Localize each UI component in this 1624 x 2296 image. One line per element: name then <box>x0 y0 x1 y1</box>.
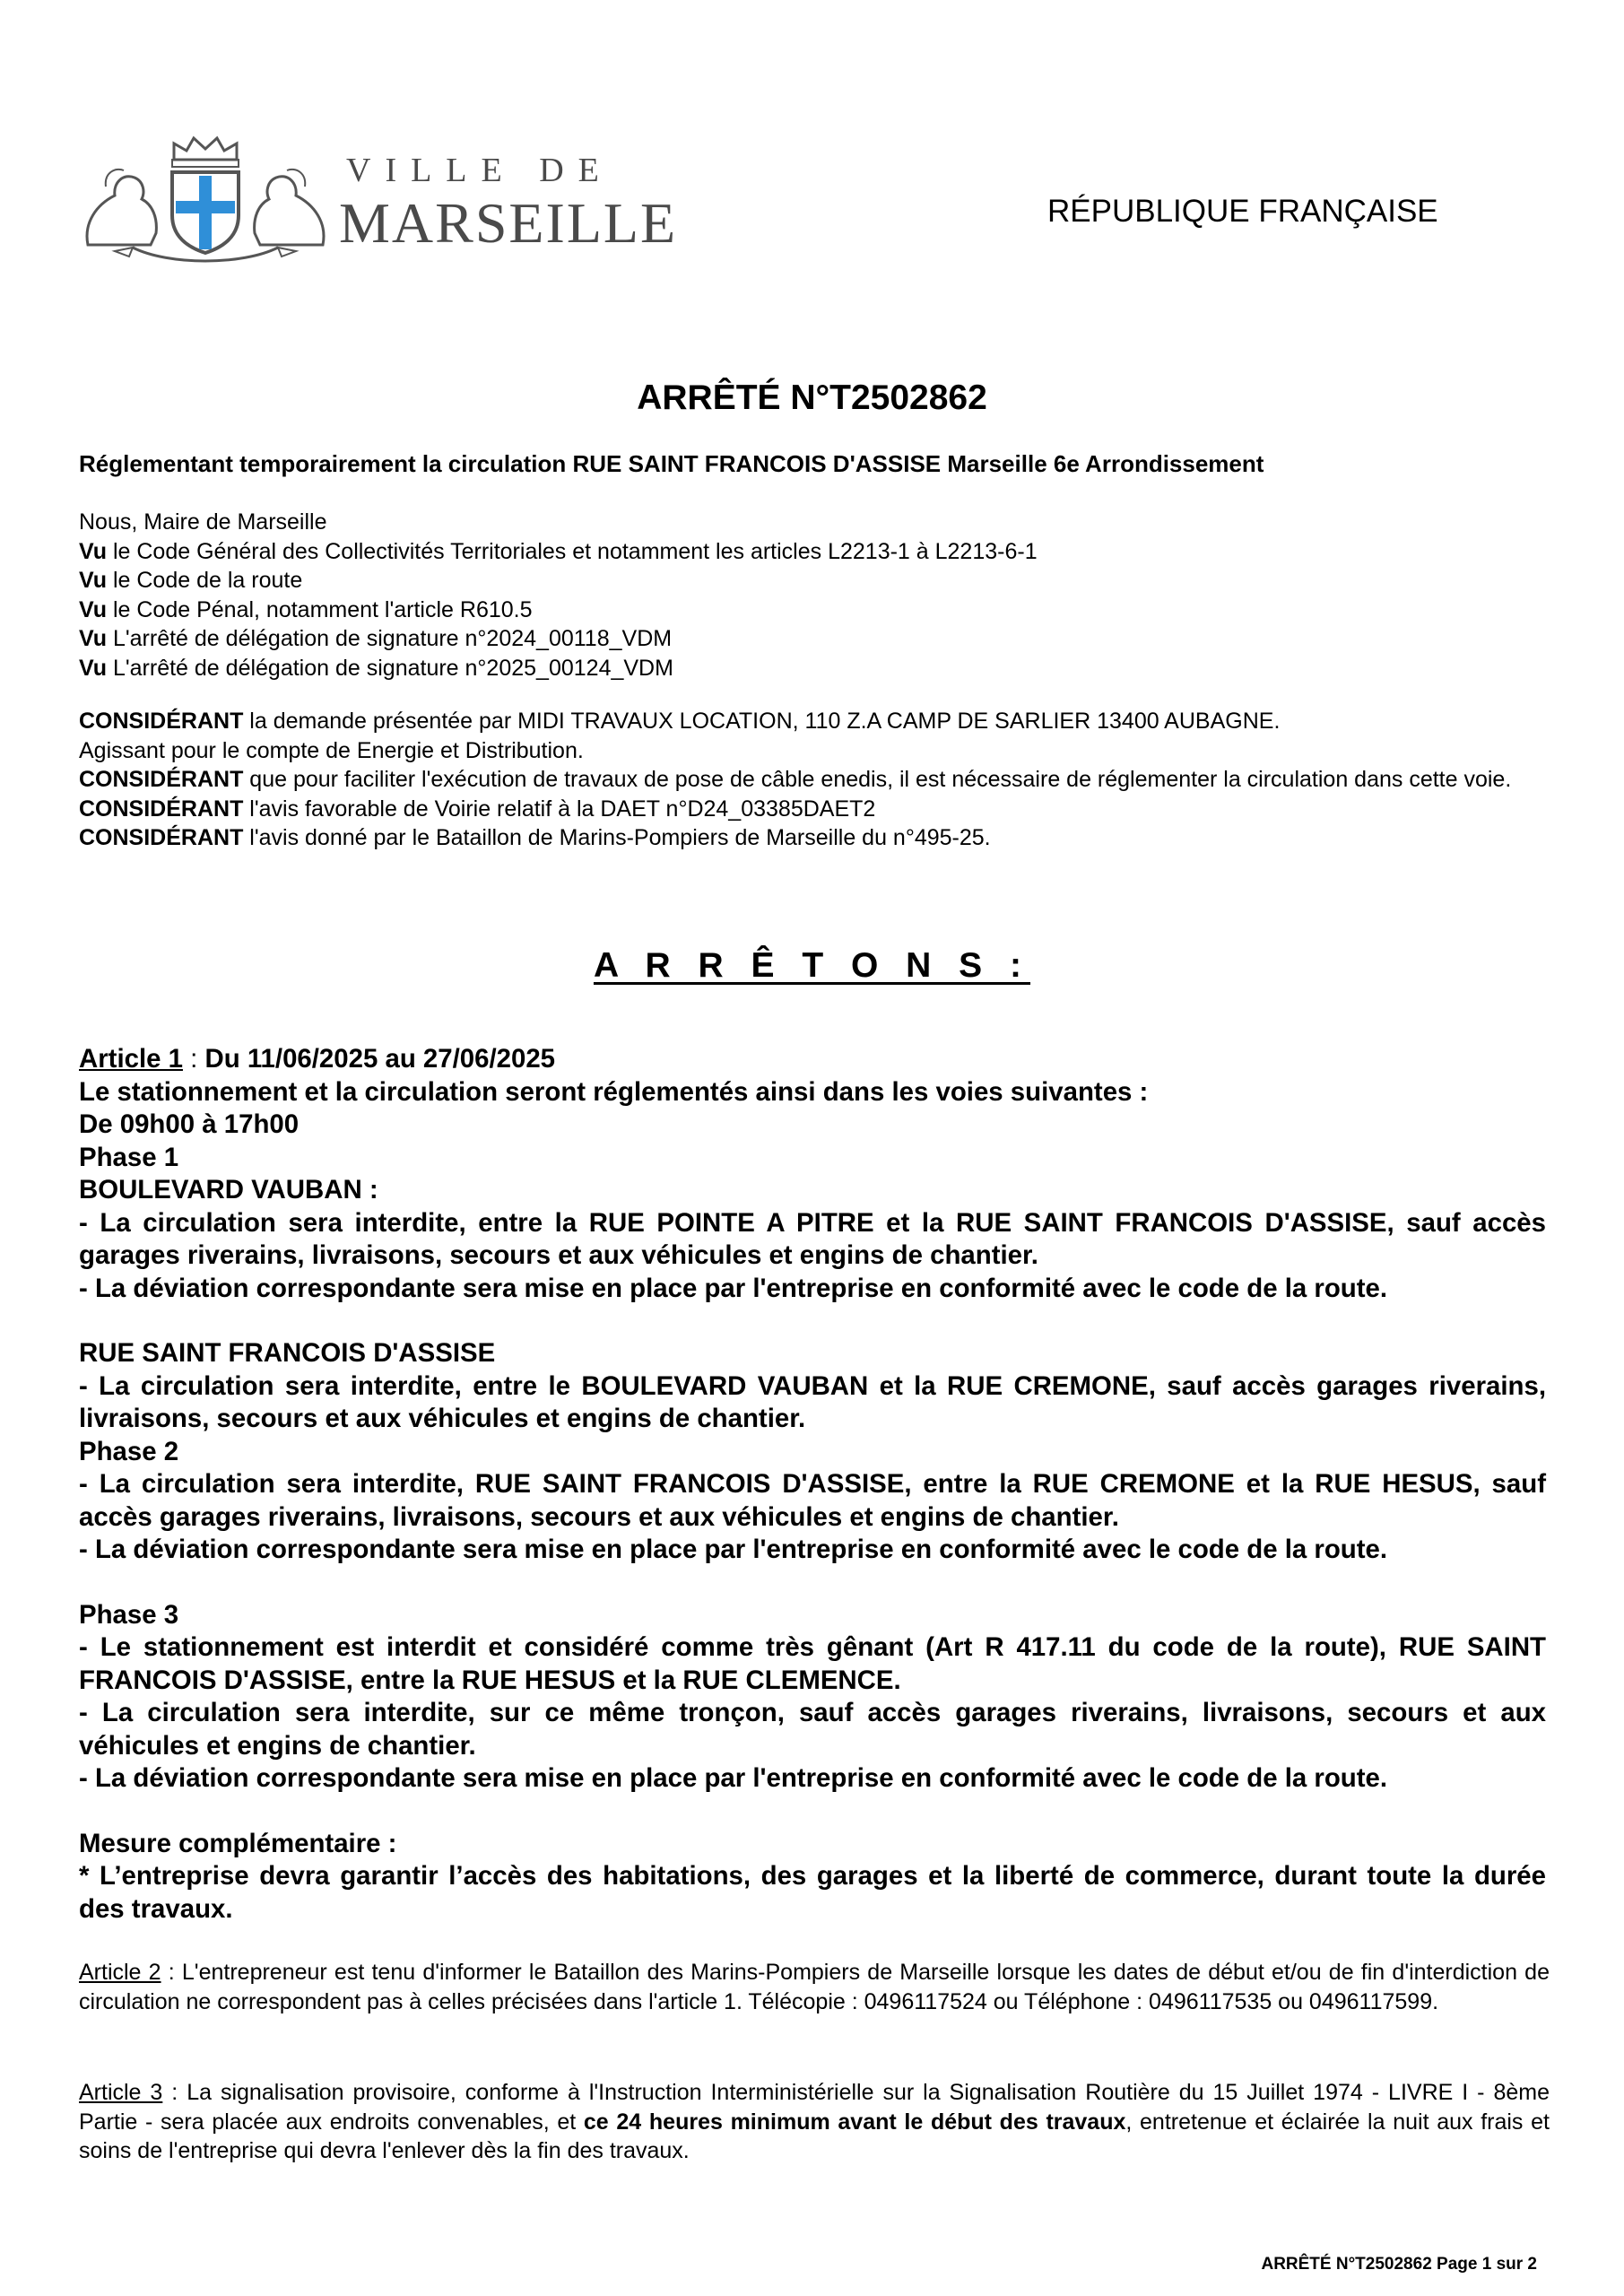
visa-text: le Code Pénal, notamment l'article R610.5 <box>107 596 533 622</box>
arretons-heading <box>0 946 1624 986</box>
logo-text-marseille: MARSEILLE <box>339 191 678 255</box>
considerant-prefix: CONSIDÉRANT <box>79 709 244 734</box>
visa-prefix: Vu <box>79 655 108 681</box>
considerant-text: l'avis favorable de Voirie relatif à la DAET n°D24_03385DAET2 <box>243 796 876 822</box>
visa-prefix: Vu <box>79 626 108 651</box>
considerant-line <box>79 736 1550 766</box>
considerants-section <box>79 707 1550 853</box>
considerant-line <box>79 707 1550 736</box>
mesure-complementaire-heading: Mesure complémentaire : <box>79 1828 397 1858</box>
considerant-prefix: CONSIDÉRANT <box>79 796 244 822</box>
considerant-text: que pour faciliter l'exécution de travaux de pose de câble enedis, il est nécessaire de réglementer la circulation dans cette voie. <box>243 767 1512 792</box>
article-1-line: Le stationnement et la circulation seront réglementés ainsi dans les voies suivantes : <box>79 1076 1149 1107</box>
article-1-line: - La circulation sera interdite, entre la RUE POINTE A PITRE et la RUE SAINT FRANCOIS D'ASSISE, sauf accès garages riverains, livraisons, secours et aux véhicules et engins de chantier. <box>79 1207 1546 1270</box>
visa-text: L'arrêté de délégation de signature n°2025_00124_VDM <box>107 655 673 681</box>
considerant-text: l'avis donné par le Bataillon de Marins-Pompiers de Marseille du n°495-25. <box>243 825 991 850</box>
visas-section <box>79 508 1550 683</box>
visa-line <box>79 537 1550 567</box>
street-heading: BOULEVARD VAUBAN : <box>79 1175 378 1205</box>
considerant-prefix: CONSIDÉRANT <box>79 825 244 850</box>
visa-line <box>79 566 1550 596</box>
article-3-emphasis: ce 24 heures minimum avant le début des travaux <box>583 2109 1126 2135</box>
visa-line <box>79 508 1550 537</box>
article-1-hours: De 09h00 à 17h00 <box>79 1109 300 1139</box>
article-1-dates: Du 11/06/2025 au 27/06/2025 <box>204 1044 556 1074</box>
visa-prefix: Vu <box>79 596 108 622</box>
phase-3-heading: Phase 3 <box>79 1599 179 1630</box>
visa-line <box>79 596 1550 625</box>
visa-prefix: Vu <box>79 538 108 564</box>
article-3 <box>79 2078 1550 2166</box>
visa-text: Nous, Maire de Marseille <box>79 509 327 535</box>
visa-line <box>79 624 1550 654</box>
spacer <box>79 1796 1546 1828</box>
considerant-text: Agissant pour le compte de Energie et Distribution. <box>79 737 584 763</box>
visa-text: L'arrêté de délégation de signature n°2024_00118_VDM <box>107 626 673 651</box>
article-1-line: - La circulation sera interdite, entre le BOULEVARD VAUBAN et la RUE CREMONE, sauf accès garages riverains, livraisons, secours et aux véhicules et engins de chantier. <box>79 1370 1546 1433</box>
article-1-line: - La circulation sera interdite, RUE SAINT FRANCOIS D'ASSISE, entre la RUE CREMONE et la RUE HESUS, sauf accès garages riverains, livraisons, secours et aux véhicules et engins de chantier. <box>79 1469 1546 1532</box>
visa-prefix: Vu <box>79 568 108 593</box>
page-footer: ARRÊTÉ N°T2502862 Page 1 sur 2 <box>1261 2255 1537 2274</box>
article-1-header <box>79 1043 1546 1076</box>
article-1-line: - La déviation correspondante sera mise en place par l'entreprise en conformité avec le code de la route. <box>79 1273 1388 1303</box>
considerant-line <box>79 765 1550 795</box>
article-1-label: Article 1 <box>79 1044 183 1074</box>
spacer <box>79 1567 1546 1599</box>
article-3-label: Article 3 <box>79 2080 163 2105</box>
article-2 <box>79 1958 1550 2016</box>
ville-de-marseille-logo <box>79 133 678 263</box>
article-1-line: - La circulation sera interdite, sur ce même tronçon, sauf accès garages riverains, livraisons, secours et aux véhicules et engins de chantier. <box>79 1698 1546 1761</box>
considerant-text: la demande présentée par MIDI TRAVAUX LOCATION, 110 Z.A CAMP DE SARLIER 13400 AUBAGNE. <box>243 709 1281 734</box>
article-3-text-end: , entretenue et éclairée la nuit aux frais et soins de l'entreprise qui devra l'enlever dès la fin des travaux. <box>79 2109 1550 2163</box>
phase-1-heading: Phase 1 <box>79 1142 179 1172</box>
article-1-line: - Le stationnement est interdit et considéré comme très gênant (Art R 417.11 du code de la route), RUE SAINT FRANCOIS D'ASSISE, entre la RUE HESUS et la RUE CLEMENCE. <box>79 1632 1546 1695</box>
visa-line <box>79 654 1550 683</box>
article-1-line: - La déviation correspondante sera mise en place par l'entreprise en conformité avec le code de la route. <box>79 1535 1388 1564</box>
phase-2-heading: Phase 2 <box>79 1436 179 1466</box>
republique-francaise-header: RÉPUBLIQUE FRANÇAISE <box>1047 194 1438 229</box>
article-1-line: * L’entreprise devra garantir l’accès des habitations, des garages et la liberté de commerce, durant toute la durée des travaux. <box>79 1861 1546 1924</box>
document-subtitle: Réglementant temporairement la circulation RUE SAINT FRANCOIS D'ASSISE Marseille 6e Arrondissement <box>79 450 1264 477</box>
street-heading: RUE SAINT FRANCOIS D'ASSISE <box>79 1338 496 1368</box>
considerant-prefix: CONSIDÉRANT <box>79 767 244 792</box>
arretons-text: A R R Ê T O N S : <box>593 946 1031 985</box>
marseille-coat-of-arms-icon <box>79 133 332 263</box>
logo-text-ville-de: VILLE DE <box>346 152 613 189</box>
article-1-separator: : <box>182 1044 205 1074</box>
considerant-line <box>79 795 1550 824</box>
visa-text: le Code Général des Collectivités Territoriales et notamment les articles L2213-1 à L2213-6-1 <box>107 538 1038 564</box>
article-1 <box>79 1043 1546 1926</box>
article-3-text: : La signalisation provisoire, conforme à l'Instruction Interministérielle sur la Signalisation Routière du 15 Juillet 1974 - LIVRE I - 8ème Partie - sera placée aux endroits convenables, et <box>79 2080 1550 2135</box>
article-2-label: Article 2 <box>79 1960 161 1985</box>
spacer <box>79 1305 1546 1337</box>
page-title: ARRÊTÉ N°T2502862 <box>637 378 987 417</box>
visa-text: le Code de la route <box>107 568 303 593</box>
article-2-text: : L'entrepreneur est tenu d'informer le Bataillon des Marins-Pompiers de Marseille lorsque les dates de début et/ou de fin d'interdiction de circulation ne correspondent pas à celles précisées dans l'article 1. Télécopie : 0496117524 ou Téléphone : 0496117535 ou 0496117599. <box>79 1960 1550 2014</box>
considerant-line <box>79 823 1550 853</box>
article-1-line: - La déviation correspondante sera mise en place par l'entreprise en conformité avec le code de la route. <box>79 1763 1388 1793</box>
